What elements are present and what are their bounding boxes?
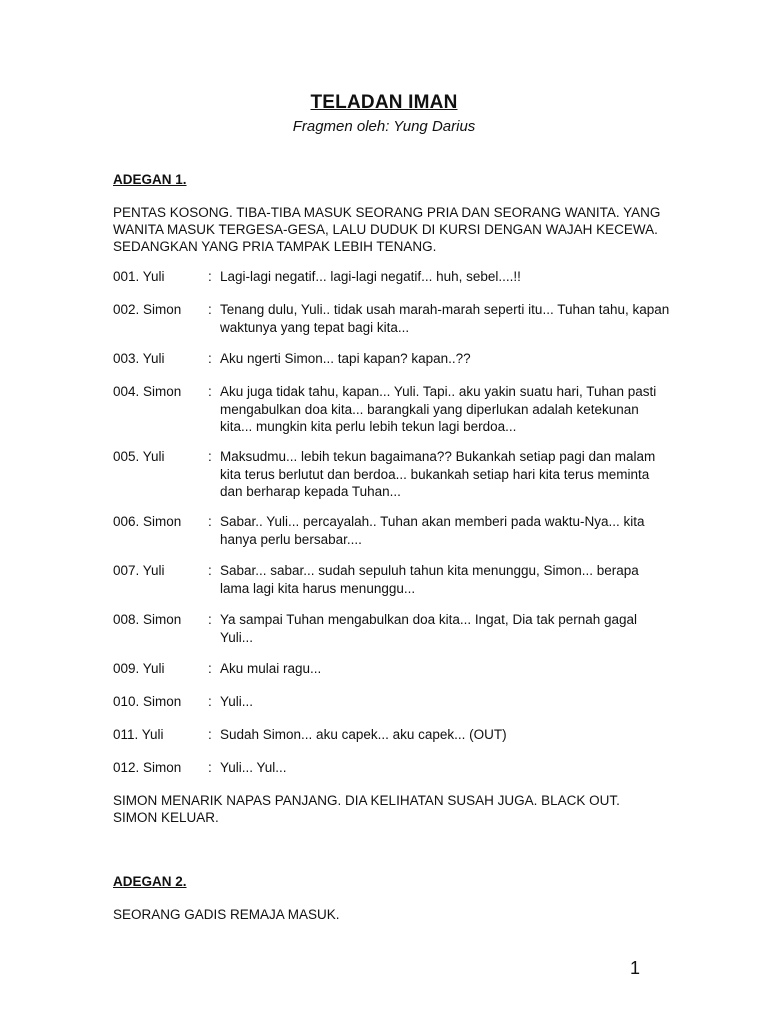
dialogue-text: Aku juga tidak tahu, kapan... Yuli. Tapi.. aku yakin suatu hari, Tuhan pasti mengabulkan doa kita... barangkali yang diperlukan adalah ketekunan kita... mungkin kita perlu lebih tekun lagi berdoa... — [220, 384, 657, 434]
speaker: 003. Yuli — [113, 351, 165, 366]
scene-1-intro: PENTAS KOSONG. TIBA-TIBA MASUK SEORANG PRIA DAN SEORANG WANITA. YANG WANITA MASUK TERGESA-GESA, LALU DUDUK DI KURSI DENGAN WAJAH KECEWA. SEDANGKAN YANG PRIA TAMPAK LEBIH TENANG. — [113, 205, 661, 254]
dialogue-text: Sabar... sabar... sudah sepuluh tahun kita menunggu, Simon... berapa lama lagi kita harus menunggu... — [220, 563, 639, 596]
colon: : — [208, 269, 212, 284]
speaker: 011. Yuli — [113, 727, 164, 742]
dialogue-text: Maksudmu... lebih tekun bagaimana?? Bukankah setiap pagi dan malam kita terus berlutut dan berdoa... bukankah setiap hari kita terus meminta dan berharap kepada Tuhan... — [220, 449, 656, 499]
speaker: 001. Yuli — [113, 269, 165, 284]
dialogue-text: Aku mulai ragu... — [220, 661, 322, 676]
speaker: 006. Simon — [113, 514, 182, 529]
dialogue-text: Yuli... Yul... — [220, 760, 287, 775]
speaker: 010. Simon — [113, 694, 182, 709]
speaker: 004. Simon — [113, 384, 182, 399]
speaker: 008. Simon — [113, 612, 182, 627]
colon: : — [208, 661, 212, 676]
speaker: 009. Yuli — [113, 661, 165, 676]
dialogue-text: Sabar.. Yuli... percayalah.. Tuhan akan memberi pada waktu-Nya... kita hanya perlu bersabar.... — [220, 514, 645, 547]
colon: : — [208, 694, 212, 709]
colon: : — [208, 384, 212, 399]
colon: : — [208, 302, 212, 317]
dialogue-text: Aku ngerti Simon... tapi kapan? kapan..?? — [220, 351, 471, 366]
dialogue-text: Sudah Simon... aku capek... aku capek... (OUT) — [220, 727, 507, 742]
colon: : — [208, 449, 212, 464]
speaker: 007. Yuli — [113, 563, 165, 578]
scene-1-heading: ADEGAN 1. — [113, 172, 187, 187]
colon: : — [208, 351, 212, 366]
colon: : — [208, 612, 212, 627]
dialogue-text: Yuli... — [220, 694, 254, 709]
dialogue-text: Ya sampai Tuhan mengabulkan doa kita... Ingat, Dia tak pernah gagal Yuli... — [220, 612, 638, 645]
colon: : — [208, 514, 212, 529]
page-number: 1 — [630, 958, 641, 978]
scene-2-heading: ADEGAN 2. — [113, 874, 187, 889]
speaker: 002. Simon — [113, 302, 182, 317]
dialogue-text: Tenang dulu, Yuli.. tidak usah marah-marah seperti itu... Tuhan tahu, kapan waktunya yang tepat bagi kita... — [220, 302, 670, 335]
scene-2-intro: SEORANG GADIS REMAJA MASUK. — [113, 907, 340, 922]
colon: : — [208, 727, 212, 742]
colon: : — [208, 563, 212, 578]
scene-1-outro: SIMON MENARIK NAPAS PANJANG. DIA KELIHATAN SUSAH JUGA. BLACK OUT. SIMON KELUAR. — [113, 793, 620, 825]
document-subtitle: Fragmen oleh: Yung Darius — [292, 118, 476, 135]
dialogue-text: Lagi-lagi negatif... lagi-lagi negatif... huh, sebel....!! — [220, 269, 521, 284]
colon: : — [208, 760, 212, 775]
document-title: TELADAN IMAN — [310, 92, 458, 113]
speaker: 012. Simon — [113, 760, 182, 775]
speaker: 005. Yuli — [113, 449, 165, 464]
